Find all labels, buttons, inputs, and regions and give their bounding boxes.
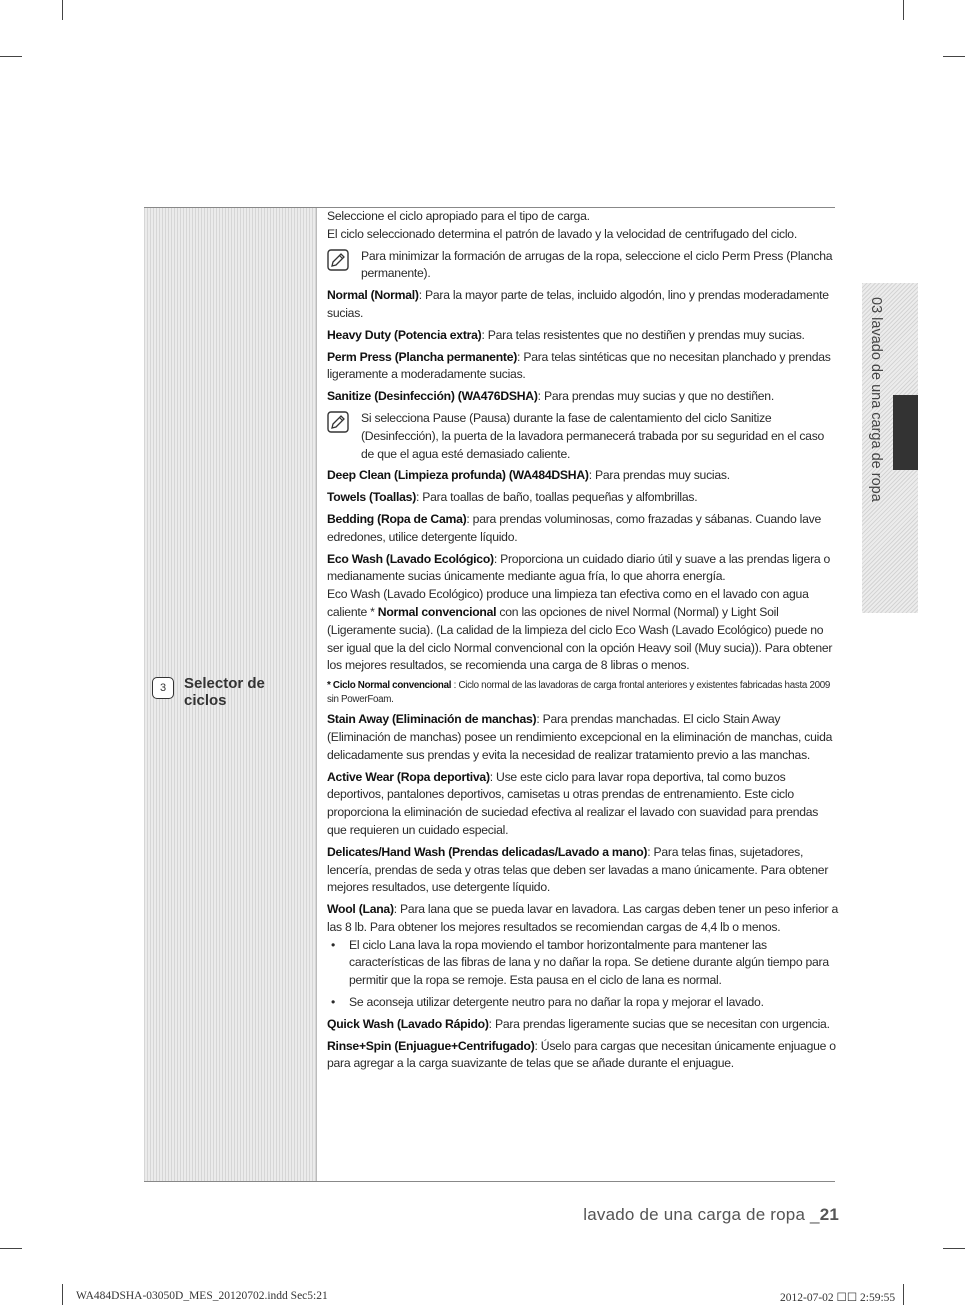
page-number: 21: [819, 1205, 839, 1224]
cycle-name: Sanitize (Desinfección) (WA476DSHA): [327, 389, 538, 404]
chapter-tab-marker: [893, 395, 918, 470]
cycle-name: Eco Wash (Lavado Ecológico): [327, 551, 494, 566]
note-pencil-icon: [327, 249, 349, 271]
print-slug-date: 2012-07-02 ☐☐ 2:59:55: [780, 1292, 896, 1304]
bullet-icon: •: [331, 995, 336, 1010]
crop-mark: [0, 56, 22, 57]
cycle-entry: Stain Away (Eliminación de manchas): Para prendas manchadas. El ciclo Stain Away (Eliminación de manchas) posee un rendimiento excepcional en la eliminación de manchas, cuida delicadamente sus prendas y evita la necesidad de realizar tratamiento previo a las manchas.: [327, 712, 833, 762]
crop-mark: [903, 1284, 904, 1305]
cycle-name: Perm Press (Plancha permanente): [327, 349, 518, 364]
list-item: • Se aconseja utilizar detergente neutro para no dañar la ropa y mejorar el lavado.: [327, 994, 839, 1012]
section-number-badge: 3: [152, 677, 174, 699]
cycle-description-text: [327, 208, 839, 1073]
page-footer: lavado de una carga de ropa _21: [583, 1205, 839, 1224]
cycle-name: Stain Away (Eliminación de manchas): [327, 712, 537, 727]
cycle-entry: Eco Wash (Lavado Ecológico): Proporciona un cuidado diario útil y suave a las prendas ligera o medianamente sucias únicamente mediante agua fría, lo que ahorra energía.: [327, 551, 831, 584]
cycle-name: Quick Wash (Lavado Rápido): [327, 1016, 489, 1031]
cycle-detail: Eco Wash (Lavado Ecológico) produce una limpieza tan efectiva como en el lavado con agua caliente * Normal convencional con las opciones de nivel Normal (Normal) y Light Soil (Ligeramente sucia). (La calidad de la limpieza del ciclo Eco Wash (Lavado Ecológico) puede no ser igual que la del ciclo Normal convencional con la opción Heavy soil (Muy sucia)). Para obtener los mejores resultados, se recomienda una carga de 8 libras o menos.: [327, 587, 833, 673]
bullet-icon: •: [331, 937, 336, 952]
cycle-name: Delicates/Hand Wash (Prendas delicadas/Lavado a mano): [327, 844, 648, 859]
section-panel: [144, 207, 317, 1181]
cycle-name: Bedding (Ropa de Cama): [327, 511, 467, 526]
note-text: Si selecciona Pause (Pausa) durante la fase de calentamiento del ciclo Sanitize (Desinfección), la puerta de la lavadora permanecerá trabada por su seguridad en el caso de que el agua esté demasiado caliente.: [361, 410, 825, 461]
cycle-name: Wool (Lana): [327, 902, 394, 917]
note-pencil-icon: [327, 411, 349, 433]
cycle-entry: Sanitize (Desinfección) (WA476DSHA): Para prendas muy sucias y que no destiñen.: [327, 389, 774, 404]
crop-mark: [903, 0, 904, 20]
note-block: [327, 248, 839, 284]
crop-mark: [62, 1284, 63, 1305]
list-item: • El ciclo Lana lava la ropa moviendo el tambor horizontalmente para mantener las características de las fibras de lana y no dañar la ropa. Se detiene durante algún tiempo para permitir que la ropa se remoje. Esta pausa en el ciclo de lana es normal.: [331, 937, 829, 988]
cycle-entry: Delicates/Hand Wash (Prendas delicadas/Lavado a mano): Para telas finas, sujetadores, lencería, prendas de seda y otras telas que deben ser lavadas a mano únicamente. Para obtener mejores resultados, use detergente líquido.: [327, 844, 829, 895]
cycle-entry: Active Wear (Ropa deportiva): Use este ciclo para lavar ropa deportiva, tal como buzos deportivos, pantalones deportivos, camisetas u otras prendas de entrenamiento. Este ciclo proporciona la eliminación de suciedad efectiva al realizar el lavado con suavidad para prendas que requieren un cuidado especial.: [327, 769, 819, 837]
cycle-entry: Heavy Duty (Potencia extra): Para telas resistentes que no destiñen y prendas muy sucias.: [327, 327, 805, 342]
intro-line: El ciclo seleccionado determina el patrón de lavado y la velocidad de centrifugado del ciclo.: [327, 226, 797, 241]
bottom-rule: [144, 1181, 835, 1182]
section-title: Selector de ciclos: [184, 675, 265, 709]
crop-mark: [0, 1248, 22, 1249]
cycle-entry: Wool (Lana): Para lana que se pueda lavar en lavadora. Las cargas deben tener un peso inferior a las 8 lb. Para obtener los mejores resultados se recomiendan cargas de 4,4 lb o menos.: [327, 902, 838, 934]
cycle-entry: Normal (Normal): Para la mayor parte de telas, incluido algodón, lino y prendas moderadamente sucias.: [327, 288, 829, 320]
crop-mark: [943, 1248, 965, 1249]
cycle-name: Deep Clean (Limpieza profunda) (WA484DSHA): [327, 468, 589, 483]
intro-line: Seleccione el ciclo apropiado para el tipo de carga.: [327, 209, 590, 223]
cycle-name: Heavy Duty (Potencia extra): [327, 327, 482, 342]
cycle-entry: Bedding (Ropa de Cama): para prendas voluminosas, como frazadas y sábanas. Cuando lave edredones, utilice detergente líquido.: [327, 511, 821, 544]
cycle-entry: Rinse+Spin (Enjuague+Centrifugado): Úselo para cargas que necesitan únicamente enjuague o para agregar a la carga suavizante de telas que se añade durante el enjuague.: [327, 1038, 836, 1071]
cycle-entry: Perm Press (Plancha permanente): Para telas sintéticas que no necesitan planchado y prendas ligeramente a moderadamente sucias.: [327, 349, 831, 382]
chapter-tab-label: 03 lavado de una carga de ropa: [868, 297, 884, 502]
cycle-name: Normal (Normal): [327, 288, 419, 303]
note-text: Para minimizar la formación de arrugas de la ropa, seleccione el ciclo Perm Press (Plancha permanente).: [361, 248, 833, 281]
crop-mark: [62, 0, 63, 20]
note-block: [327, 410, 839, 463]
cycle-name: Towels (Toallas): [327, 490, 416, 505]
print-slug-file: WA484DSHA-03050D_MES_20120702.indd Sec5:21: [76, 1290, 328, 1302]
cycle-name: Active Wear (Ropa deportiva): [327, 769, 490, 784]
crop-mark: [943, 56, 965, 57]
cycle-name: Rinse+Spin (Enjuague+Centrifugado): [327, 1038, 535, 1053]
cycle-entry: Towels (Toallas): Para toallas de baño, toallas pequeñas y alfombrillas.: [327, 490, 698, 505]
cycle-entry: Quick Wash (Lavado Rápido): Para prendas ligeramente sucias que se necesitan con urgencia.: [327, 1016, 830, 1031]
footnote: * Ciclo Normal convencional : Ciclo normal de las lavadoras de carga frontal anteriores y existentes fabricadas hasta 2009 sin PowerFoam.: [327, 680, 831, 706]
cycle-entry: Deep Clean (Limpieza profunda) (WA484DSHA): Para prendas muy sucias.: [327, 468, 730, 483]
